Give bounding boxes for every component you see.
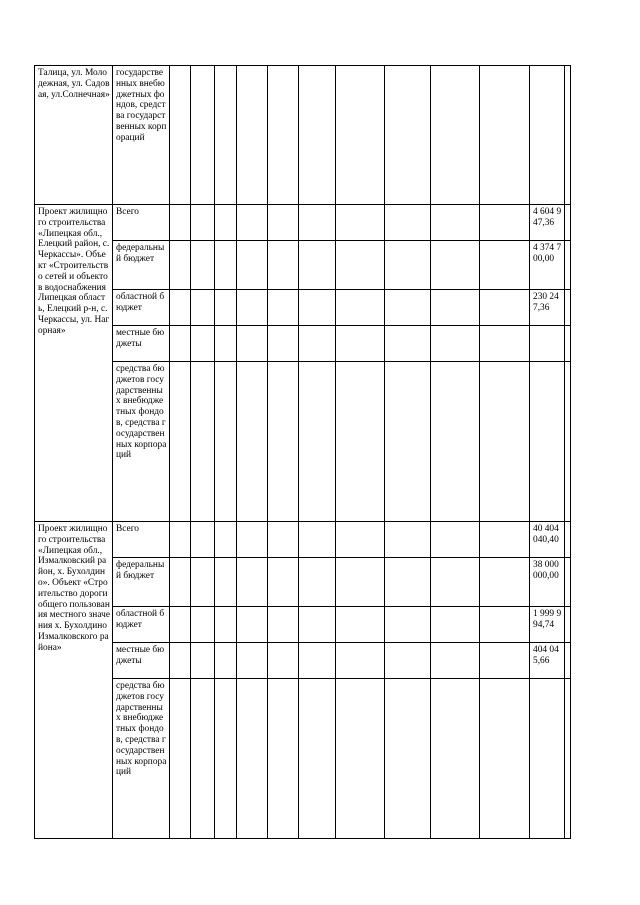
empty-cell <box>215 290 237 326</box>
empty-cell <box>237 522 268 558</box>
empty-cell <box>299 241 336 290</box>
empty-cell <box>215 522 237 558</box>
empty-cell <box>385 679 431 839</box>
empty-cell <box>170 643 191 679</box>
table-row <box>35 643 571 679</box>
empty-cell <box>336 205 385 241</box>
table-row <box>35 290 571 326</box>
empty-cell <box>480 241 530 290</box>
empty-cell <box>431 241 480 290</box>
amount-cell <box>530 66 565 205</box>
empty-cell <box>299 326 336 362</box>
table-row <box>35 66 571 205</box>
empty-cell <box>237 290 268 326</box>
empty-cell <box>215 326 237 362</box>
empty-cell <box>336 522 385 558</box>
empty-cell <box>480 66 530 205</box>
funding-source-cell: федеральный бюджет <box>113 558 170 607</box>
empty-cell <box>431 362 480 522</box>
empty-cell <box>480 558 530 607</box>
empty-cell <box>431 326 480 362</box>
empty-cell <box>191 362 215 522</box>
empty-cell <box>385 558 431 607</box>
empty-cell <box>336 679 385 839</box>
empty-cell <box>480 679 530 839</box>
amount-cell: 404 045,66 <box>530 643 565 679</box>
empty-cell <box>565 607 571 643</box>
amount-cell <box>530 679 565 839</box>
empty-cell <box>299 558 336 607</box>
amount-cell: 230 247,36 <box>530 290 565 326</box>
project-label-cell: Талица, ул. Молодежная, ул. Садовая, ул.Солнечная» <box>35 66 113 205</box>
empty-cell <box>385 66 431 205</box>
empty-cell <box>385 326 431 362</box>
empty-cell <box>565 205 571 241</box>
empty-cell <box>268 241 299 290</box>
empty-cell <box>215 205 237 241</box>
empty-cell <box>336 290 385 326</box>
empty-cell <box>191 290 215 326</box>
funding-source-cell: средства бюджетов государственных внебюджетных фондов, средства государственных корпораций <box>113 679 170 839</box>
empty-cell <box>565 66 571 205</box>
empty-cell <box>299 522 336 558</box>
empty-cell <box>385 643 431 679</box>
amount-cell: 1 999 994,74 <box>530 607 565 643</box>
empty-cell <box>170 607 191 643</box>
empty-cell <box>431 558 480 607</box>
empty-cell <box>268 362 299 522</box>
table-row <box>35 522 571 558</box>
empty-cell <box>237 362 268 522</box>
empty-cell <box>215 558 237 607</box>
empty-cell <box>431 205 480 241</box>
empty-cell <box>565 362 571 522</box>
empty-cell <box>268 558 299 607</box>
empty-cell <box>268 66 299 205</box>
amount-cell: 40 404 040,40 <box>530 522 565 558</box>
funding-source-cell: государственных внебюджетных фондов, средства государственных корпораций <box>113 66 170 205</box>
empty-cell <box>299 66 336 205</box>
empty-cell <box>565 643 571 679</box>
empty-cell <box>191 205 215 241</box>
empty-cell <box>268 643 299 679</box>
empty-cell <box>237 558 268 607</box>
empty-cell <box>480 522 530 558</box>
empty-cell <box>215 607 237 643</box>
empty-cell <box>268 290 299 326</box>
table-row <box>35 241 571 290</box>
empty-cell <box>215 241 237 290</box>
empty-cell <box>170 326 191 362</box>
empty-cell <box>565 558 571 607</box>
table-row <box>35 205 571 241</box>
empty-cell <box>336 558 385 607</box>
empty-cell <box>565 326 571 362</box>
funding-source-cell: Всего <box>113 522 170 558</box>
empty-cell <box>215 679 237 839</box>
empty-cell <box>385 290 431 326</box>
amount-cell: 38 000 000,00 <box>530 558 565 607</box>
empty-cell <box>431 607 480 643</box>
project-label-cell: Проект жилищного строительства «Липецкая обл., Измалковский район, х. Бухолдино». Объект «Строительство дороги общего пользования местного значения х. Бухолдино Измалковского района» <box>35 522 113 839</box>
empty-cell <box>170 362 191 522</box>
amount-cell: 4 604 947,36 <box>530 205 565 241</box>
empty-cell <box>237 643 268 679</box>
empty-cell <box>268 679 299 839</box>
empty-cell <box>268 522 299 558</box>
table-row <box>35 326 571 362</box>
empty-cell <box>237 326 268 362</box>
empty-cell <box>170 558 191 607</box>
empty-cell <box>565 679 571 839</box>
empty-cell <box>237 679 268 839</box>
empty-cell <box>565 522 571 558</box>
empty-cell <box>268 326 299 362</box>
empty-cell <box>268 607 299 643</box>
empty-cell <box>299 679 336 839</box>
amount-cell <box>530 362 565 522</box>
table-row <box>35 362 571 522</box>
empty-cell <box>191 522 215 558</box>
empty-cell <box>191 66 215 205</box>
empty-cell <box>299 290 336 326</box>
empty-cell <box>336 362 385 522</box>
funding-source-cell: областной бюджет <box>113 607 170 643</box>
empty-cell <box>170 290 191 326</box>
empty-cell <box>170 205 191 241</box>
empty-cell <box>191 607 215 643</box>
empty-cell <box>385 362 431 522</box>
amount-cell: 4 374 700,00 <box>530 241 565 290</box>
empty-cell <box>565 290 571 326</box>
empty-cell <box>431 290 480 326</box>
empty-cell <box>237 241 268 290</box>
empty-cell <box>385 522 431 558</box>
empty-cell <box>565 241 571 290</box>
table-row <box>35 679 571 839</box>
empty-cell <box>480 643 530 679</box>
empty-cell <box>385 241 431 290</box>
empty-cell <box>170 66 191 205</box>
empty-cell <box>480 607 530 643</box>
empty-cell <box>431 522 480 558</box>
empty-cell <box>191 679 215 839</box>
empty-cell <box>237 607 268 643</box>
empty-cell <box>480 362 530 522</box>
empty-cell <box>299 205 336 241</box>
empty-cell <box>336 607 385 643</box>
table-row <box>35 607 571 643</box>
empty-cell <box>191 241 215 290</box>
empty-cell <box>431 643 480 679</box>
funding-source-cell: федеральный бюджет <box>113 241 170 290</box>
project-label-cell: Проект жилищного строительства «Липецкая обл., Елецкий район, с. Черкассы». Объект «Строительство сетей и объектов водоснабжения Липецкая область, Елецкий р-н, с. Черкассы, ул. Нагорная» <box>35 205 113 522</box>
empty-cell <box>215 643 237 679</box>
empty-cell <box>385 205 431 241</box>
amount-cell <box>530 326 565 362</box>
empty-cell <box>385 607 431 643</box>
funding-source-cell: местные бюджеты <box>113 643 170 679</box>
funding-source-cell: средства бюджетов государственных внебюджетных фондов, средства государственных корпораций <box>113 362 170 522</box>
empty-cell <box>336 66 385 205</box>
empty-cell <box>170 522 191 558</box>
empty-cell <box>431 679 480 839</box>
empty-cell <box>237 66 268 205</box>
empty-cell <box>480 205 530 241</box>
empty-cell <box>431 66 480 205</box>
empty-cell <box>237 205 268 241</box>
empty-cell <box>191 643 215 679</box>
empty-cell <box>480 290 530 326</box>
empty-cell <box>191 326 215 362</box>
empty-cell <box>215 362 237 522</box>
empty-cell <box>299 362 336 522</box>
funding-source-cell: Всего <box>113 205 170 241</box>
empty-cell <box>170 679 191 839</box>
empty-cell <box>299 643 336 679</box>
funding-source-cell: местные бюджеты <box>113 326 170 362</box>
empty-cell <box>336 643 385 679</box>
empty-cell <box>170 241 191 290</box>
table-row <box>35 558 571 607</box>
empty-cell <box>191 558 215 607</box>
empty-cell <box>336 241 385 290</box>
funding-source-cell: областной бюджет <box>113 290 170 326</box>
empty-cell <box>268 205 299 241</box>
empty-cell <box>299 607 336 643</box>
empty-cell <box>215 66 237 205</box>
budget-table <box>34 65 571 839</box>
empty-cell <box>480 326 530 362</box>
empty-cell <box>336 326 385 362</box>
